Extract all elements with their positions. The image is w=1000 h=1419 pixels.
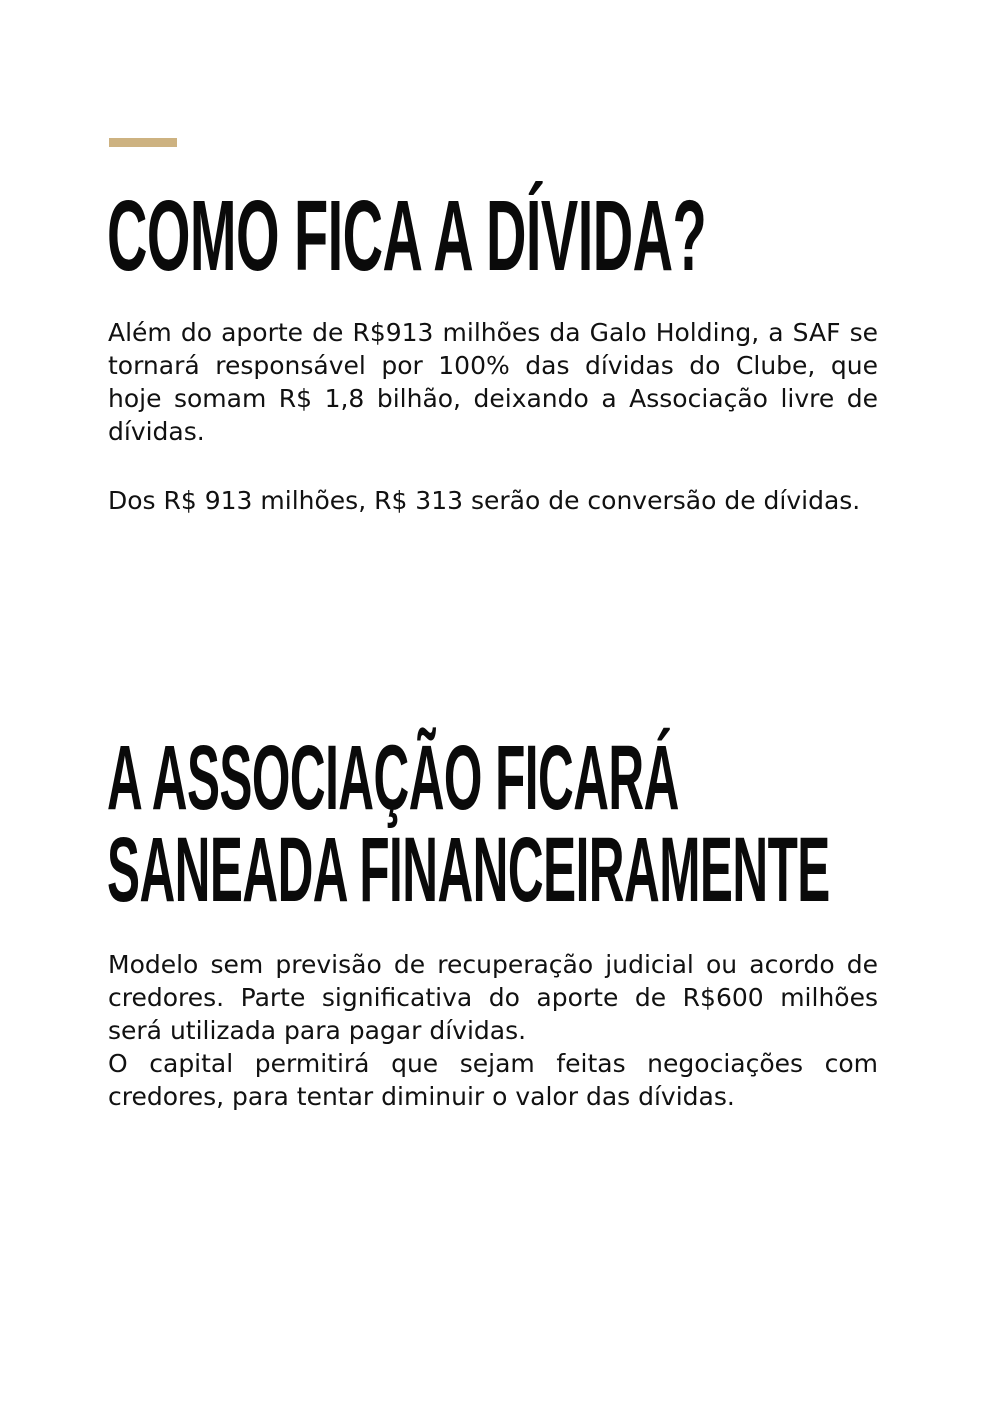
paragraph-debt-conversion: Dos R$ 913 milhões, R$ 313 serão de conversão de dívidas. bbox=[108, 486, 861, 515]
accent-bar bbox=[109, 138, 177, 147]
section-heading-debt: COMO FICA A DÍVIDA? bbox=[107, 180, 707, 292]
section-heading-association bbox=[107, 727, 830, 921]
heading-line-2: SANEADA FINANCEIRAMENTE bbox=[107, 819, 830, 921]
paragraph-capital: O capital permitirá que sejam feitas negociações com credores, para tentar diminuir o valor das dívidas. bbox=[108, 1049, 878, 1111]
paragraph-model: Modelo sem previsão de recuperação judicial ou acordo de credores. Parte significativa do aporte de R$600 milhões será utilizada para pagar dívidas. bbox=[108, 950, 878, 1045]
paragraph-debt-overview: Além do aporte de R$913 milhões da Galo Holding, a SAF se tornará responsável por 100% das dívidas do Clube, que hoje somam R$ 1,8 bilhão, deixando a Associação livre de dívidas. bbox=[108, 318, 878, 446]
heading-line-1: A ASSOCIAÇÃO FICARÁ bbox=[107, 727, 679, 829]
